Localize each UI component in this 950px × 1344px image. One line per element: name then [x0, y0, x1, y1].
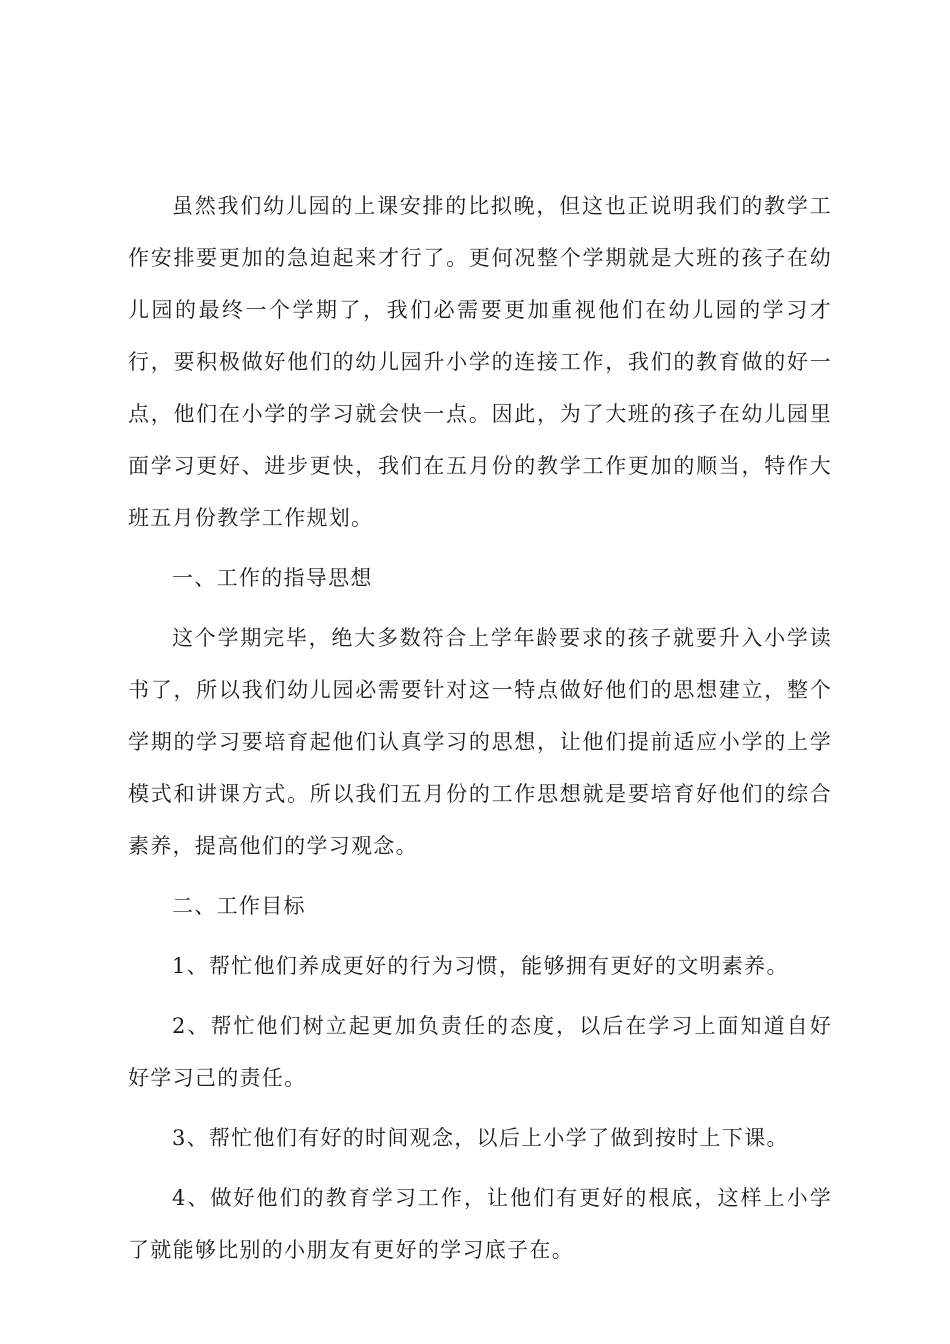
guiding-thought-paragraph: 这个学期完毕，绝大多数符合上学年龄要求的孩子就要升入小学读书了，所以我们幼儿园必需要针对这一特点做好他们的思想建立，整个学期的学习要培育起他们认真学习的思想，让他们提前适应小学的上学模式和讲课方式。所以我们五月份的工作思想就是要培育好他们的综合素养，提高他们的学习观念。 [128, 626, 832, 858]
section-heading-guiding-thought: 一、工作的指导思想 [172, 566, 373, 590]
goal-item-4: 4、做好他们的教育学习工作，让他们有更好的根底，这样上小学了就能够比别的小朋友有更好的学习底子在。 [128, 1186, 832, 1262]
intro-paragraph: 虽然我们幼儿园的上课安排的比拟晚，但这也正说明我们的教学工作安排要更加的急迫起来才行了。更何况整个学期就是大班的孩子在幼儿园的最终一个学期了，我们必需要更加重视他们在幼儿园的学习才行，要积极做好他们的幼儿园升小学的连接工作，我们的教育做的好一点，他们在小学的学习就会快一点。因此，为了大班的孩子在幼儿园里面学习更好、进步更快，我们在五月份的教学工作更加的顺当，特作大班五月份教学工作规划。 [128, 194, 832, 530]
goal-item-3: 3、帮忙他们有好的时间观念，以后上小学了做到按时上下课。 [172, 1126, 789, 1150]
goal-item-1: 1、帮忙他们养成更好的行为习惯，能够拥有更好的文明素养。 [172, 954, 789, 978]
section-heading-work-goals: 二、工作目标 [172, 894, 306, 918]
goal-item-2: 2、帮忙他们树立起更加负责任的态度，以后在学习上面知道自好好学习己的责任。 [128, 1014, 832, 1090]
document-body [128, 180, 832, 1284]
